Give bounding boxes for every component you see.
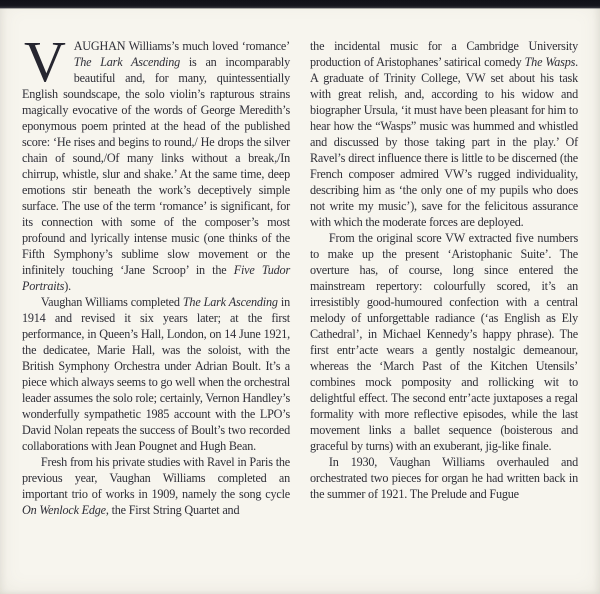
text-run: is an incomparably beautiful and, for many, quintessentially English soundscape, the solo violin’s rapturous strains magically evocative of the words of George Meredith’s eponymous poem printed at the head of the published score: ‘He rises and begins to round,/ He drops the silver chain of sound,/Of many links without a break,/In chirrup, whistle, slur and shake.’ At the same time, deep emotions stir beneath the work’s deceptively simple surface. The use of the term ‘romance’ is significant, for its connection with some of the composer’s most profound and lyrically intense music (one thinks of the Fifth Symphony’s sublime slow movement or the infinitely touching ‘Jane Scroop’ in the: [22, 55, 290, 277]
text-run: In 1930, Vaughan Williams overhauled and orchestrated two pieces for organ he had written back in the summer of 1921. The Prelude and Fugue: [310, 455, 578, 501]
scan-edge-strip: [0, 0, 600, 9]
italic-title-run: On Wenlock Edge: [22, 503, 106, 517]
text-column-left: [22, 29, 290, 518]
drop-cap: V: [24, 29, 66, 94]
italic-title-run: The Lark Ascending: [73, 55, 181, 69]
italic-title-run: Five Tudor Portraits: [22, 263, 290, 293]
text-run: From the original score VW extracted five numbers to make up the present ‘Aristophanic Suite’. The overture has, of course, long since entered the mainstream repertory: colourfully scored, it’s an irresistibly good-humoured confection with a central melody of unforgettable radiance (‘as English as Ely Cathedral’, in Michael Kennedy’s happy phrase). The first entr’acte wears a gently nostalgic demeanour, whereas the ‘March Past of the Kitchen Utensils’ combines mock pomposity and rollicking wit to delightful effect. The second entr’acte juxtaposes a regal formality with more reflective episodes, while the last movement links a ballet sequence (boisterous and graceful by turns) with an exuberant, jig-like finale.: [310, 231, 578, 453]
paragraph: [22, 294, 290, 454]
text-run: ).: [64, 279, 71, 293]
paragraph: [22, 29, 290, 294]
text-run: . A graduate of Trinity College, VW set about his task with great relish, and, according to his widow and biographer Ursula, ‘it must have been pleasant for him to hear how the “Wasps” music was hummed and whistled and discussed by those taking part in the play.’ Of Ravel’s direct influence there is little to be discerned (the French composer admired VW’s rugged individuality, describing him as ‘the only one of my pupils who does not write my music’), save for the felicitous assurance with which the moderate forces are deployed.: [310, 55, 578, 229]
liner-notes-columns: [22, 29, 578, 518]
paragraph: [310, 454, 578, 502]
text-run: in 1914 and revised it six years later; at the first performance, in Queen’s Hall, London, on 14 June 1921, the dedicatee, Marie Hall, was the soloist, with the British Symphony Orchestra under Adrian Boult. It’s a piece which always seems to go well when the orchestral leader assumes the solo role; certainly, Vernon Handley’s wonderfully sympathetic 1985 account with the LPO’s David Nolan repeats the success of Boult’s two recorded collaborations with Jean Pougnet and Hugh Bean.: [22, 295, 290, 453]
text-run: , the First String Quartet and: [105, 503, 240, 517]
text-column-right: [310, 38, 578, 518]
paragraph: [310, 38, 578, 230]
paragraph: [310, 230, 578, 454]
text-run: Vaughan Williams completed: [40, 295, 183, 309]
text-run: Fresh from his private studies with Ravel in Paris the previous year, Vaughan Williams completed an important trio of works in 1909, namely the song cycle: [22, 455, 290, 501]
italic-title-run: The Lark Ascending: [182, 295, 278, 309]
italic-title-run: The Wasps: [524, 55, 576, 69]
paragraph: [22, 454, 290, 518]
text-run: the incidental music for a Cambridge University production of Aristophanes’ satirical comedy: [310, 39, 578, 69]
text-run: AUGHAN Williams’s much loved ‘romance’: [73, 39, 290, 53]
